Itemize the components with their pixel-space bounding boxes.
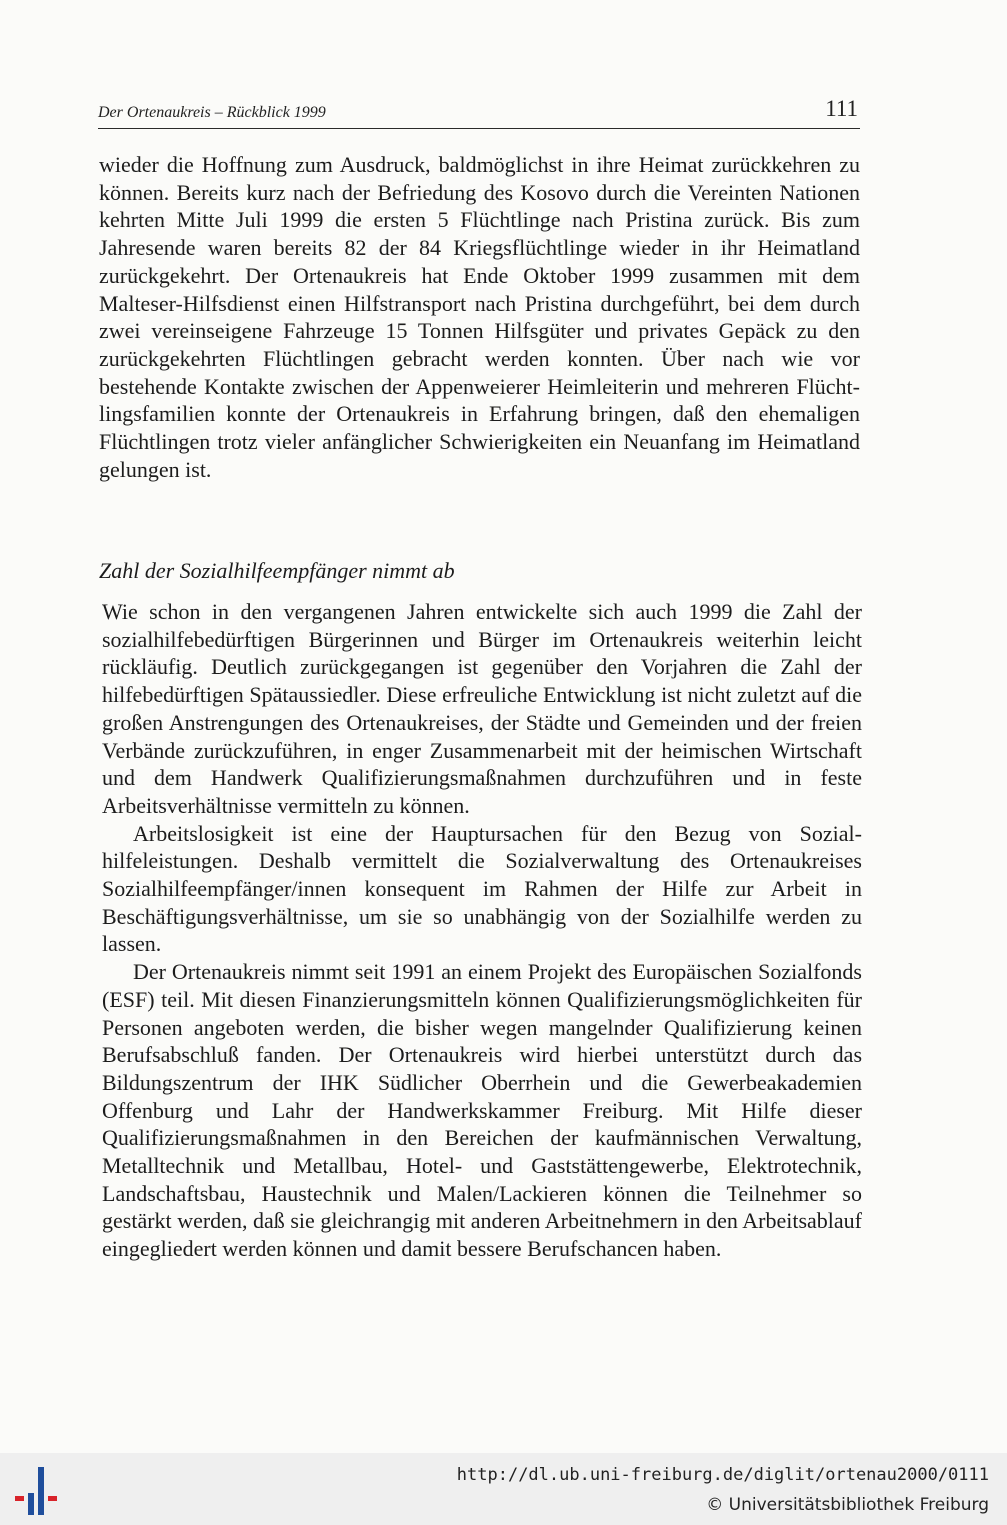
page-number: 111 xyxy=(825,96,858,121)
running-title: Der Ortenaukreis – Rückblick 1999 xyxy=(98,104,326,121)
section-heading: Zahl der Sozialhilfeempfänger nimmt ab xyxy=(99,558,455,583)
body-paragraph-1: Wie schon in den vergangenen Jahren entwickelte sich auch 1999 die Zahl der sozialhilfebedürftigen Bürgerinnen und Bürger im Ortenaukreis weiterhin leicht rückläufig. Deutlich zurückgegangen ist gegenüber den Vorjahren die Zahl der hilfebedürftigen Spätaussiedler. Diese erfreuliche Entwicklung ist nicht zuletzt auf die großen Anstrengungen des Ortenaukreises, der Städte und Gemeinden und der freien Verbände zurückzuführen, in enger Zusammenarbeit mit der heimischen Wirtschaft und dem Handwerk Qualifizierungsmaßnahmen durchzuführen und in feste Arbeitsverhältnisse vermitteln zu können. xyxy=(102,599,862,818)
page-header xyxy=(98,96,860,129)
intro-text-block xyxy=(99,151,860,483)
copyright-notice: © Universitätsbibliothek Freiburg xyxy=(706,1495,989,1515)
intro-paragraph: wieder die Hoffnung zum Ausdruck, baldmöglichst in ihre Heimat zurückkehren zu können. Bereits kurz nach der Befriedung des Kosovo durch die Vereinten Nationen kehrten Mitte Juli 1999 die ersten 5 Flüchtlinge nach Pristina zurück. Bis zum Jahresende waren bereits 82 der 84 Kriegsflüchtlinge wieder in ihr Heimatland zurückgekehrt. Der Ortenaukreis hat Ende Oktober 1999 zusammen mit dem Malteser-Hilfsdienst einen Hilfstransport nach Pristina durchgeführt, bei dem durch zwei vereinseigene Fahrzeuge 15 Tonnen Hilfsgüter und privates Gepäck zu den zurückgekehrten Flüchtlingen gebracht werden konnten. Über nach wie vor bestehende Kontakte zwischen der Appenweierer Heimleiterin und mehreren Flüchtlingsfamilien konnte der Ortenaukreis in Erfahrung bringen, daß den ehemaligen Flüchtlingen trotz vieler anfänglicher Schwierigkeiten ein Neuanfang im Heimatland gelungen ist. xyxy=(99,152,860,482)
library-footer xyxy=(0,1453,1007,1525)
body-paragraph-2: Arbeitslosigkeit ist eine der Hauptursachen für den Bezug von Sozialhilfeleistungen. Deshalb vermittelt die Sozialverwaltung des Ortenaukreises Sozialhilfeempfänger/innen konsequent im Rahmen der Hilfe zur Arbeit in Beschäftigungsverhältnisse, um sie so unabhängig von der Sozialhilfe werden zu lassen. xyxy=(102,820,862,957)
section-text-block xyxy=(102,598,862,1263)
ub-freiburg-logo-icon xyxy=(10,1463,66,1519)
body-paragraph-3: Der Ortenaukreis nimmt seit 1991 an einem Projekt des Europäischen Sozialfonds (ESF) teil. Mit diesen Finanzierungsmitteln können Qualifizierungsmöglichkeiten für Personen angeboten werden, die bisher wegen mangelnder Qualifizierung keinen Berufsabschluß fanden. Der Ortenaukreis wird hierbei unterstützt durch das Bildungszentrum der IHK Südlicher Oberrhein und die Gewerbeakademien Offenburg und Lahr der Handwerkskammer Freiburg. Mit Hilfe dieser Qualifizierungsmaßnahmen in den Bereichen der kaufmännischen Verwaltung, Metalltechnik und Metallbau, Hotel- und Gaststättengewerbe, Elektrotechnik, Landschaftsbau, Haustechnik und Malen/Lackieren können die Teilnehmer so gestärkt werden, daß sie gleichrangig mit anderen Arbeitnehmern in den Arbeitsablauf eingegliedert werden können und damit bessere Berufschancen haben. xyxy=(102,959,862,1262)
permalink-url[interactable]: http://dl.ub.uni-freiburg.de/diglit/ortenau2000/0111 xyxy=(456,1465,989,1485)
